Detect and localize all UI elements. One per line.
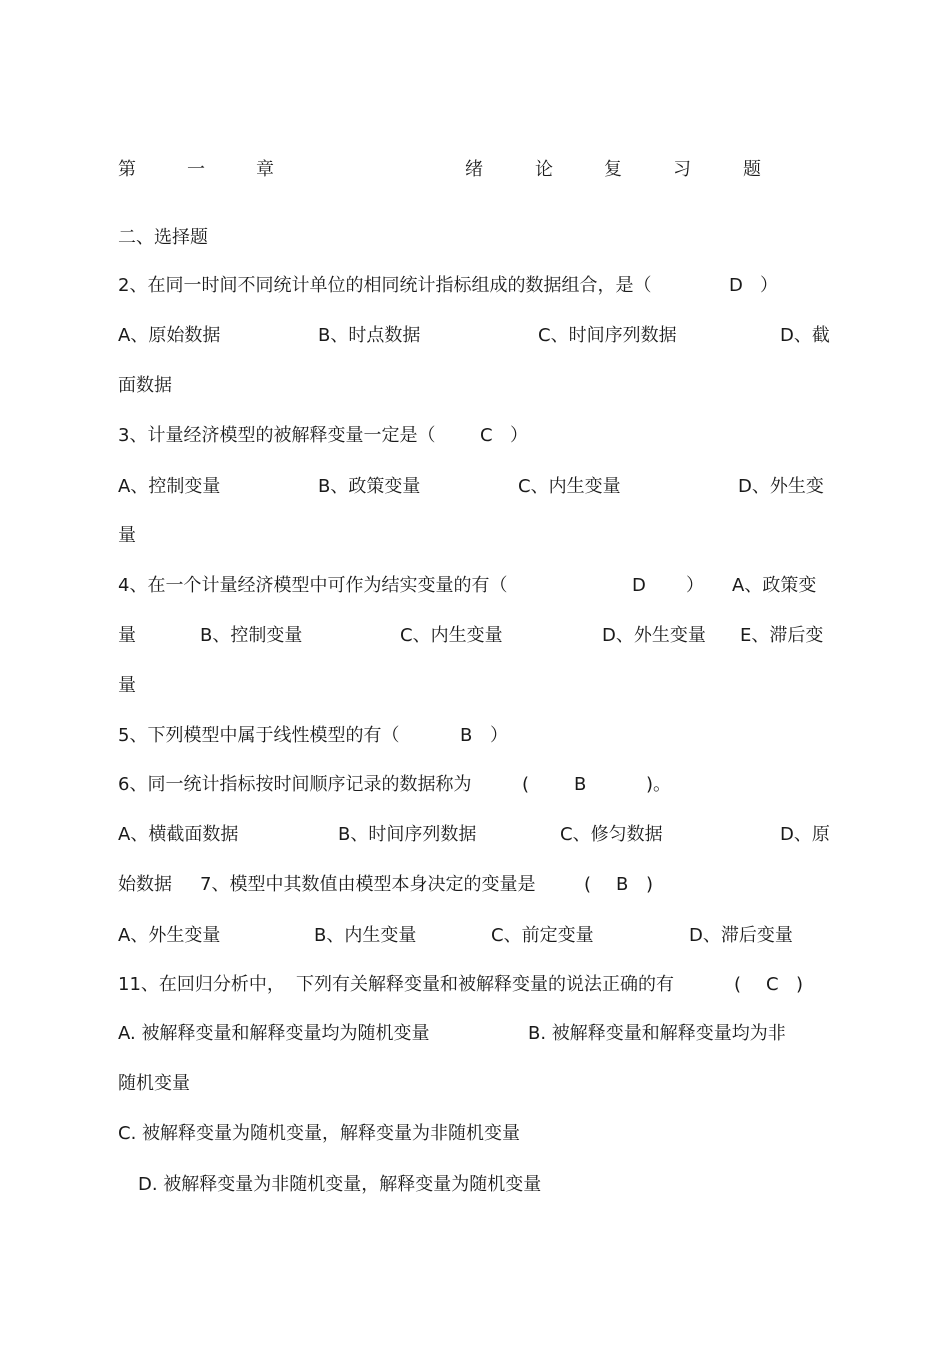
option: A、外生变量	[118, 925, 221, 946]
question-paren: (	[522, 774, 530, 795]
option: A. 被解释变量和解释变量均为随机变量	[118, 1023, 430, 1044]
option: D、截	[780, 325, 830, 346]
title-char: 第	[118, 159, 136, 180]
option: D. 被解释变量为非随机变量，解释变量为随机变量	[138, 1174, 542, 1195]
question-stem: 11、在回归分析中，	[118, 974, 285, 995]
option: C、修匀数据	[560, 824, 663, 845]
option: C、前定变量	[491, 925, 594, 946]
option: D、原	[780, 824, 830, 845]
answer-letter: B	[574, 774, 587, 795]
option: B、控制变量	[200, 625, 303, 646]
option: C. 被解释变量为随机变量，解释变量为非随机变量	[118, 1123, 521, 1144]
question-stem: 4、在一个计量经济模型中可作为结实变量的有（	[118, 575, 508, 596]
question-paren: ）	[686, 575, 704, 596]
option: E、滞后变	[740, 625, 824, 646]
option: B、时点数据	[318, 325, 421, 346]
question-paren: )。	[646, 774, 672, 795]
question-paren: )	[796, 974, 804, 995]
option: A、原始数据	[118, 325, 221, 346]
answer-letter: D	[632, 575, 646, 596]
question-stem: 3、计量经济模型的被解释变量一定是（	[118, 425, 436, 446]
question-stem: 7、模型中其数值由模型本身决定的变量是	[200, 874, 536, 895]
question-paren: (	[734, 974, 742, 995]
question-paren: ）	[510, 425, 528, 446]
title-char: 绪	[465, 159, 483, 180]
option: B、时间序列数据	[338, 824, 477, 845]
question-paren: ）	[490, 725, 508, 746]
option-wrap: 量	[118, 675, 136, 696]
option: A、政策变	[732, 575, 817, 596]
answer-letter: D	[729, 275, 743, 296]
option: A、横截面数据	[118, 824, 239, 845]
option: D、外生变量	[602, 625, 706, 646]
option: B. 被解释变量和解释变量均为非	[528, 1023, 786, 1044]
question-stem: 2、在同一时间不同统计单位的相同统计指标组成的数据组合，是（	[118, 275, 652, 296]
title-char: 一	[187, 159, 205, 180]
title-char: 论	[535, 159, 553, 180]
title-char: 题	[743, 159, 761, 180]
title-char: 章	[256, 159, 274, 180]
option: D、滞后变量	[689, 925, 793, 946]
option: C、内生变量	[400, 625, 503, 646]
option: B、内生变量	[314, 925, 417, 946]
option: B、政策变量	[318, 476, 421, 497]
question-stem: 下列有关解释变量和被解释变量的说法正确的有	[296, 974, 674, 995]
answer-letter: C	[766, 974, 779, 995]
option: C、时间序列数据	[538, 325, 677, 346]
answer-letter: C	[480, 425, 493, 446]
option: D、外生变	[738, 476, 824, 497]
question-stem: 6、同一统计指标按时间顺序记录的数据称为	[118, 774, 472, 795]
option-wrap: 随机变量	[118, 1073, 190, 1094]
question-stem: 5、下列模型中属于线性模型的有（	[118, 725, 400, 746]
option-wrap: 量	[118, 625, 136, 646]
option: C、内生变量	[518, 476, 621, 497]
title-char: 习	[673, 159, 691, 180]
option-wrap: 量	[118, 525, 136, 546]
option-wrap: 始数据	[118, 874, 172, 895]
answer-letter: B	[616, 874, 629, 895]
section-heading: 二、选择题	[118, 227, 208, 248]
question-paren: )	[646, 874, 654, 895]
question-paren: (	[584, 874, 592, 895]
title-char: 复	[604, 159, 622, 180]
option-wrap: 面数据	[118, 375, 172, 396]
option: A、控制变量	[118, 476, 221, 497]
answer-letter: B	[460, 725, 473, 746]
question-paren: ）	[760, 275, 778, 296]
